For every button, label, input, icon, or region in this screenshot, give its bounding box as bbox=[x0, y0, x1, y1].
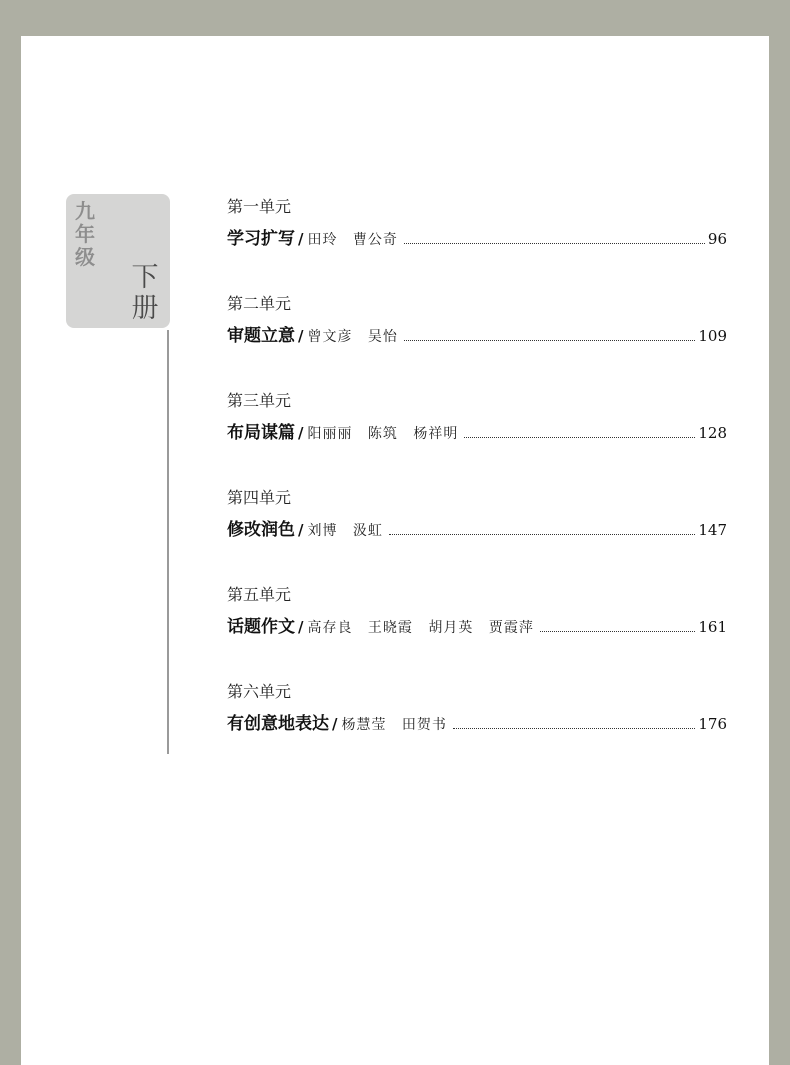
entry-page-number: 176 bbox=[698, 715, 727, 733]
entry-title: 学习扩写 bbox=[227, 229, 295, 249]
toc-entry[interactable] bbox=[227, 612, 727, 636]
entry-separator: / bbox=[298, 618, 304, 636]
entry-separator: / bbox=[298, 230, 304, 248]
unit-label: 第二单元 bbox=[227, 294, 292, 313]
entry-authors: 杨慧莹 田贺书 bbox=[341, 717, 447, 733]
side-divider bbox=[167, 330, 169, 754]
entry-title: 布局谋篇 bbox=[227, 423, 295, 443]
entry-title: 有创意地表达 bbox=[227, 714, 329, 734]
dot-leader bbox=[464, 436, 695, 438]
entry-authors: 高存良 王晓霞 胡月英 贾霞萍 bbox=[307, 620, 534, 636]
entry-title: 话题作文 bbox=[227, 617, 295, 637]
volume-label: 下册 bbox=[131, 262, 159, 324]
entry-page-number: 96 bbox=[707, 230, 727, 248]
grade-label: 九年级 bbox=[75, 199, 95, 269]
dot-leader bbox=[404, 339, 695, 341]
unit-label: 第五单元 bbox=[227, 585, 292, 604]
entry-separator: / bbox=[298, 521, 304, 539]
entry-title: 修改润色 bbox=[227, 520, 295, 540]
toc-entry[interactable] bbox=[227, 709, 727, 733]
toc-unit bbox=[227, 293, 727, 390]
entry-page-number: 128 bbox=[698, 424, 727, 442]
entry-separator: / bbox=[332, 715, 338, 733]
entry-authors: 曾文彦 吴怡 bbox=[307, 329, 398, 345]
dot-leader bbox=[453, 727, 695, 729]
unit-label: 第六单元 bbox=[227, 682, 292, 701]
toc-unit bbox=[227, 196, 727, 293]
grade-tab bbox=[66, 194, 170, 328]
book-page bbox=[21, 36, 769, 1065]
unit-label: 第四单元 bbox=[227, 488, 292, 507]
toc-entry[interactable] bbox=[227, 224, 727, 248]
dot-leader bbox=[404, 242, 705, 244]
toc-unit bbox=[227, 390, 727, 487]
dot-leader bbox=[389, 533, 695, 535]
unit-label: 第三单元 bbox=[227, 391, 292, 410]
entry-page-number: 147 bbox=[698, 521, 727, 539]
entry-authors: 田玲 曹公奇 bbox=[307, 232, 398, 248]
entry-title: 审题立意 bbox=[227, 326, 295, 346]
entry-separator: / bbox=[298, 424, 304, 442]
entry-page-number: 161 bbox=[698, 618, 727, 636]
table-of-contents bbox=[227, 196, 727, 778]
unit-label: 第一单元 bbox=[227, 197, 292, 216]
toc-unit bbox=[227, 487, 727, 584]
toc-entry[interactable] bbox=[227, 321, 727, 345]
toc-entry[interactable] bbox=[227, 418, 727, 442]
entry-authors: 刘博 汲虹 bbox=[307, 523, 383, 539]
entry-separator: / bbox=[298, 327, 304, 345]
entry-page-number: 109 bbox=[698, 327, 727, 345]
toc-entry[interactable] bbox=[227, 515, 727, 539]
toc-unit bbox=[227, 584, 727, 681]
toc-unit bbox=[227, 681, 727, 778]
dot-leader bbox=[540, 630, 696, 632]
entry-authors: 阳丽丽 陈筑 杨祥明 bbox=[307, 426, 459, 442]
